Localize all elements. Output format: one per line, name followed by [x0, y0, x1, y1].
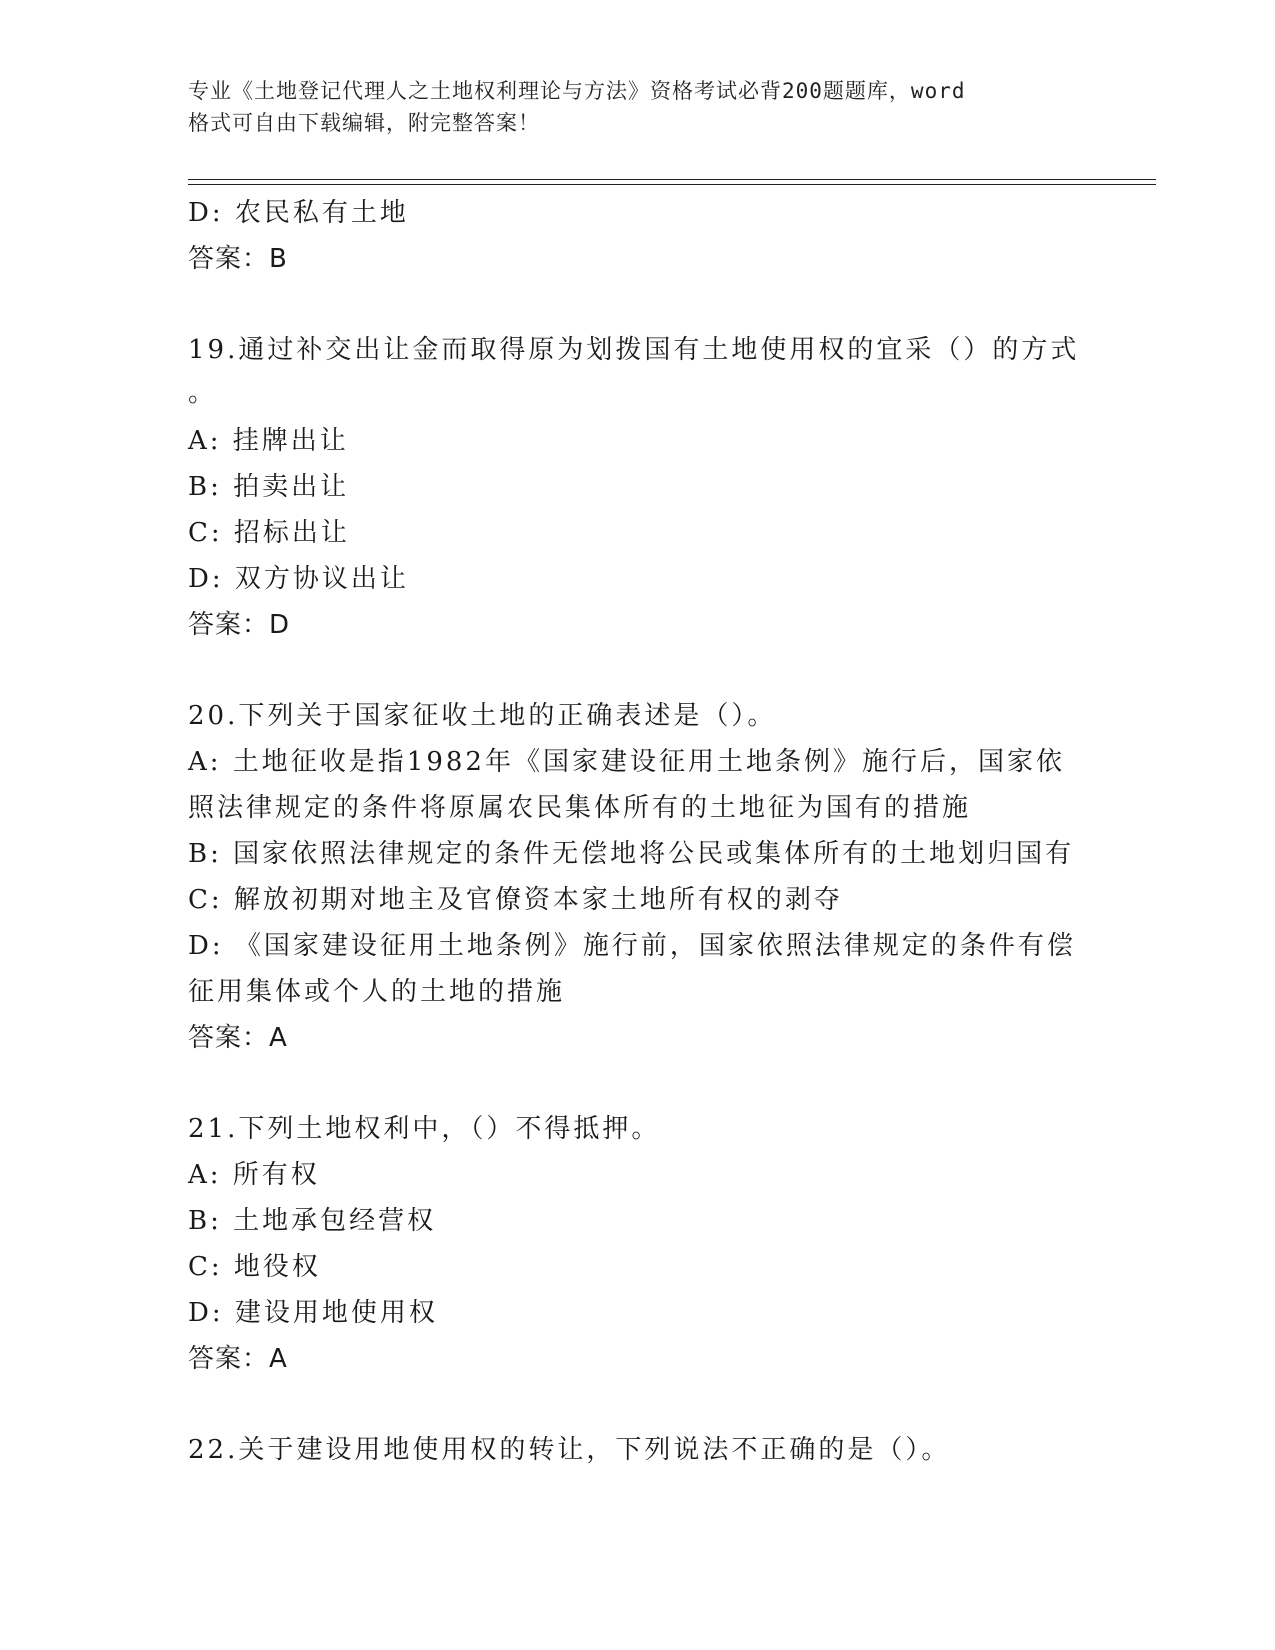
q20-option-d-cont: 征用集体或个人的土地的措施: [188, 977, 566, 1007]
header-divider-top: [188, 179, 1156, 180]
q21-question: 21.下列土地权利中，（）不得抵押。: [188, 1114, 661, 1144]
q19-question-cont: 。: [188, 378, 218, 408]
spacer: [188, 282, 1108, 327]
q22-question: 22.关于建设用地使用权的转让，下列说法不正确的是（）。: [188, 1435, 951, 1465]
header-line-1: 专业《土地登记代理人之土地权利理论与方法》资格考试必背200题题库，word: [188, 79, 966, 103]
spacer: [188, 1061, 1108, 1106]
spacer: [188, 1382, 1108, 1427]
header-line-2: 格式可自由下载编辑，附完整答案！: [188, 111, 540, 135]
q21-answer: 答案：A: [188, 1344, 288, 1374]
q21-option-c: C: 地役权: [188, 1252, 321, 1282]
q20-option-a: A: 土地征收是指1982年《国家建设征用土地条例》施行后，国家依: [188, 747, 1065, 777]
header-divider-bottom: [188, 184, 1156, 185]
q21-option-d: D: 建设用地使用权: [188, 1298, 438, 1328]
document-header: [188, 75, 1088, 139]
q21-option-b: B: 土地承包经营权: [188, 1206, 437, 1236]
q20-option-d: D: 《国家建设征用土地条例》施行前，国家依照法律规定的条件有偿: [188, 931, 1076, 961]
q19-option-b: B: 拍卖出让: [188, 472, 350, 502]
q19-question: 19.通过补交出让金而取得原为划拨国有土地使用权的宜采（）的方式: [188, 335, 1080, 365]
question-list: [188, 190, 1108, 1473]
q20-answer: 答案：A: [188, 1023, 288, 1053]
q21-option-a: A: 所有权: [188, 1160, 320, 1190]
q18-answer: 答案：B: [188, 244, 288, 274]
q19-answer: 答案：D: [188, 610, 291, 640]
spacer: [188, 648, 1108, 693]
q19-option-c: C: 招标出让: [188, 518, 350, 548]
q20-option-c: C: 解放初期对地主及官僚资本家土地所有权的剥夺: [188, 885, 843, 915]
q20-option-a-cont: 照法律规定的条件将原属农民集体所有的土地征为国有的措施: [188, 793, 972, 823]
q18-option-d: D: 农民私有土地: [188, 198, 409, 228]
q19-option-d: D: 双方协议出让: [188, 564, 409, 594]
q19-option-a: A: 挂牌出让: [188, 426, 349, 456]
q20-option-b: B: 国家依照法律规定的条件无偿地将公民或集体所有的土地划归国有: [188, 839, 1075, 869]
q20-question: 20.下列关于国家征收土地的正确表述是（）。: [188, 701, 777, 731]
